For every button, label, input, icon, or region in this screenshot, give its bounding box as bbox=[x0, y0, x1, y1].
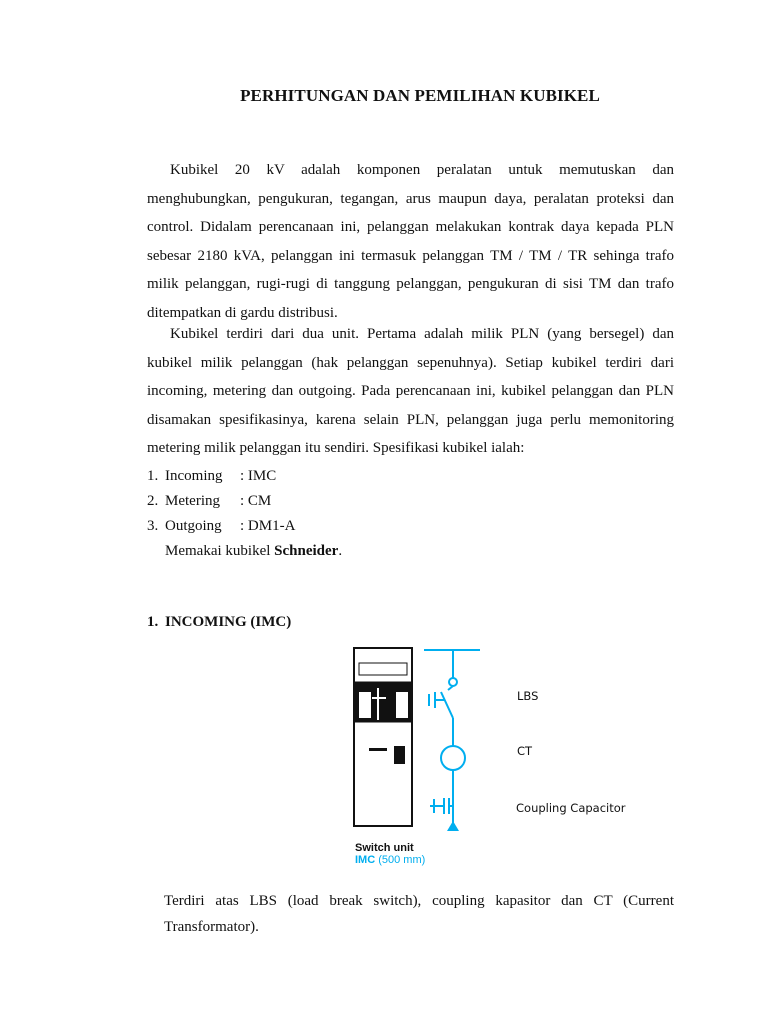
paragraph-units: Kubikel terdiri dari dua unit. Pertama adalah milik PLN (yang bersegel) dan kubikel milik pelanggan (hak pelanggan sepenuhnya). Setiap kubikel terdiri dari incoming, metering dan outgoing. Pada perencanaan ini, kubikel pelanggan dan PLN disamakan spesifikasinya, karena selain PLN, pelanggan juga perlu memonitoring metering milik pelanggan itu sendiri. Spesifikasi kubikel ialah: bbox=[147, 326, 674, 456]
imc-figure bbox=[340, 640, 640, 872]
page-title: PERHITUNGAN DAN PEMILIHAN KUBIKEL bbox=[240, 86, 600, 105]
paragraph-intro: Kubikel 20 kV adalah komponen peralatan untuk memutuskan dan menghubungkan, pengukuran, tegangan, arus maupun daya, peralatan proteksi dan control. Didalam perencanaan ini, pelanggan melakukan kontrak daya kepada PLN sebesar 2180 kVA, pelanggan ini termasuk pelanggan TM / TM / TR sehinga trafo milik pelanggan, rugi-rugi di tanggung pelanggan, pengukuran di sisi TM dan trafo ditempatkan di gardu distribusi. bbox=[147, 162, 674, 321]
figure-caption-line2: IMC (500 mm) bbox=[355, 854, 426, 866]
spec-list bbox=[147, 464, 674, 564]
label-coupling-capacitor: Coupling Capacitor bbox=[516, 801, 626, 815]
list-item: 3. Outgoing : DM1-A bbox=[147, 518, 296, 534]
paragraph-imc-description: Terdiri atas LBS (load break switch), coupling kapasitor dan CT (Current Transformator). bbox=[164, 893, 674, 935]
list-item: 2. Metering : CM bbox=[147, 493, 272, 509]
label-ct: CT bbox=[517, 744, 533, 758]
imc-diagram bbox=[340, 640, 640, 872]
figure-caption-line1: Switch unit bbox=[355, 842, 414, 854]
brand-note: Memakai kubikel Schneider . bbox=[147, 539, 674, 564]
list-item: 1. Incoming : IMC bbox=[147, 468, 277, 484]
section-heading-incoming: 1. INCOMING (IMC) bbox=[147, 614, 292, 630]
cabinet-drawing bbox=[354, 648, 412, 826]
single-line-schematic bbox=[424, 650, 480, 831]
label-lbs: LBS bbox=[517, 689, 539, 703]
brand-name: Schneider bbox=[274, 543, 339, 559]
